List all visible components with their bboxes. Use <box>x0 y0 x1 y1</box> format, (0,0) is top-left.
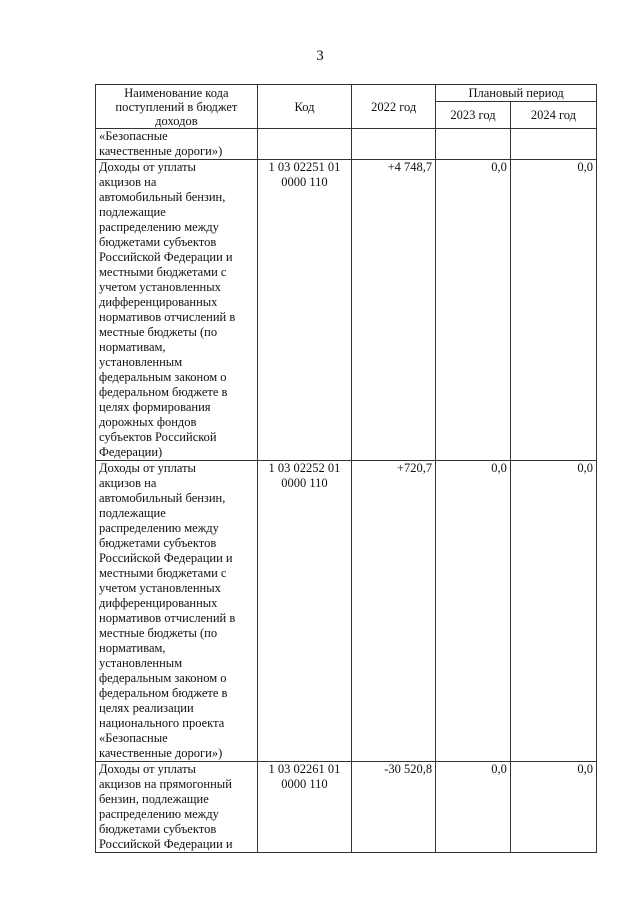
column-header-planned-period: Плановый период <box>436 85 597 102</box>
row-name-cell: Доходы от уплаты акцизов на автомобильный бензин, подлежащие распределению между бюджетами субъектов Российской Федерации и местными бюджетами с учетом установленных дифференцированных нормативов отчислений в местные бюджеты (по нормативам, установленным федеральным законом о федеральном бюджете в целях формирования дорожных фондов субъектов Российской Федерации) <box>96 160 258 461</box>
page-number: 3 <box>316 48 324 64</box>
row-2023-cell: 0,0 <box>436 762 511 853</box>
row-2024-cell: 0,0 <box>510 461 596 762</box>
column-header-2024: 2024 год <box>510 102 596 129</box>
row-2023-cell: 0,0 <box>436 160 511 461</box>
row-2024-cell <box>510 129 596 160</box>
row-code-cell: 1 03 02252 01 0000 110 <box>257 461 351 762</box>
table-row <box>96 160 597 461</box>
row-name-cell: Доходы от уплаты акцизов на автомобильный бензин, подлежащие распределению между бюджетами субъектов Российской Федерации и местными бюджетами с учетом установленных дифференцированных нормативов отчислений в местные бюджеты (по нормативам, установленным федеральным законом о федеральном бюджете в целях реализации национального проекта «Безопасные качественные дороги») <box>96 461 258 762</box>
row-2022-cell: -30 520,8 <box>352 762 436 853</box>
row-2023-cell: 0,0 <box>436 461 511 762</box>
row-2022-cell: +4 748,7 <box>352 160 436 461</box>
column-header-2023: 2023 год <box>436 102 511 129</box>
row-name-cell: «Безопасные качественные дороги») <box>96 129 258 160</box>
row-2024-cell: 0,0 <box>510 160 596 461</box>
column-header-name: Наименование кода поступлений в бюджет доходов <box>96 85 258 129</box>
row-2022-cell <box>352 129 436 160</box>
row-2023-cell <box>436 129 511 160</box>
row-2024-cell: 0,0 <box>510 762 596 853</box>
row-name-cell: Доходы от уплаты акцизов на прямогонный бензин, подлежащие распределению между бюджетами субъектов Российской Федерации и <box>96 762 258 853</box>
row-code-cell <box>257 129 351 160</box>
row-code-cell: 1 03 02251 01 0000 110 <box>257 160 351 461</box>
column-header-2022: 2022 год <box>352 85 436 129</box>
table-row <box>96 762 597 853</box>
table-row <box>96 461 597 762</box>
column-header-code: Код <box>257 85 351 129</box>
revenue-table <box>95 84 597 853</box>
row-2022-cell: +720,7 <box>352 461 436 762</box>
table-row <box>96 129 597 160</box>
row-code-cell: 1 03 02261 01 0000 110 <box>257 762 351 853</box>
